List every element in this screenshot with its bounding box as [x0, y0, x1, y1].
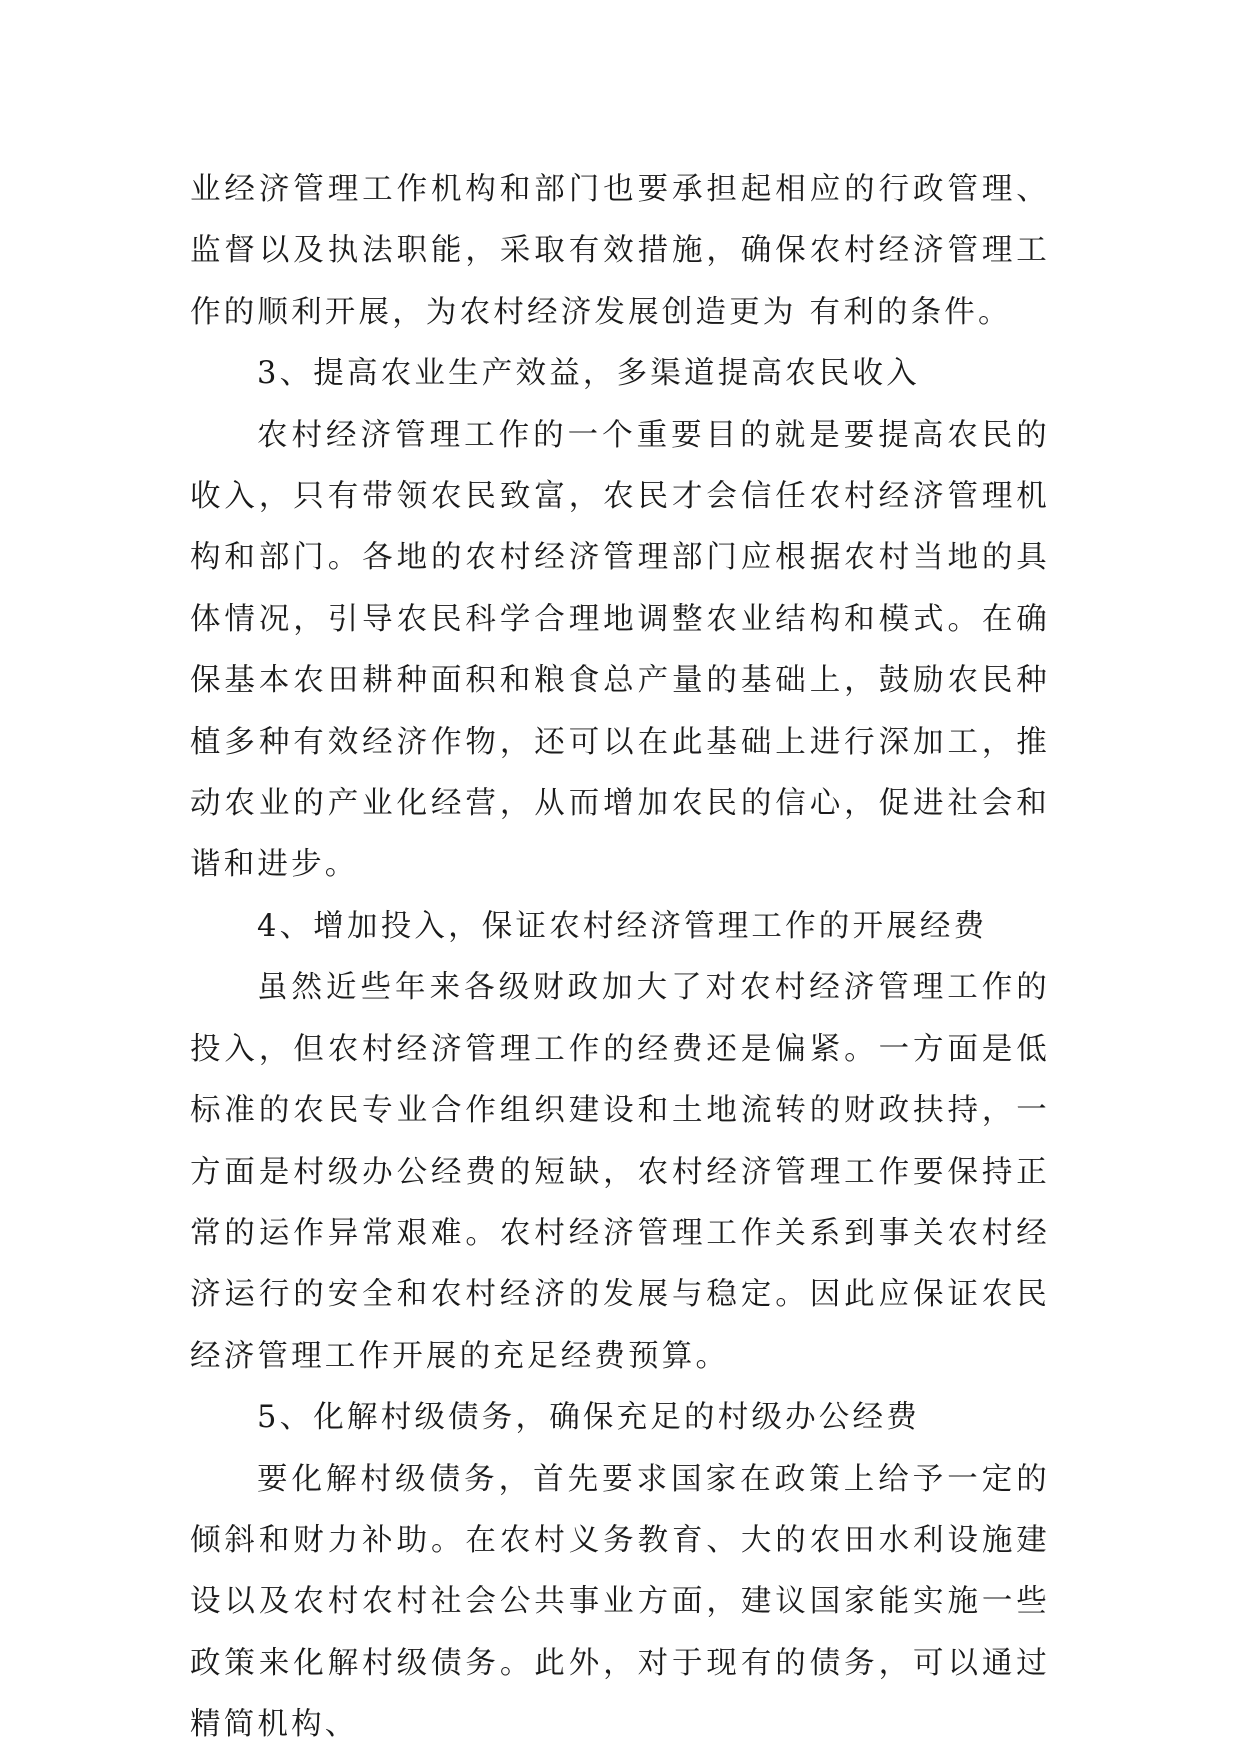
body-paragraph-debt: 要化解村级债务，首先要求国家在政策上给予一定的倾斜和财力补助。在农村义务教育、大的农田水利设施建设以及农村农村社会公共事业方面，建议国家能实施一些政策来化解村级债务。此外，对于现有的债务，可以通过精简机构、 — [190, 1461, 1050, 1743]
continuation-paragraph: 业经济管理工作机构和部门也要承担起相应的行政管理、监督以及执法职能，采取有效措施，确保农村经济管理工作的顺利开展，为农村经济发展创造更为 有利的条件。 — [190, 172, 1050, 330]
section-heading-3: 3、提高农业生产效益，多渠道提高农民收入 — [257, 356, 920, 392]
section-heading-4: 4、增加投入，保证农村经济管理工作的开展经费 — [257, 908, 988, 944]
section-heading-5: 5、化解村级债务，确保充足的村级办公经费 — [257, 1400, 920, 1436]
document-body — [190, 159, 1050, 1756]
body-paragraph-income: 农村经济管理工作的一个重要目的就是要提高农民的收入，只有带领农民致富，农民才会信任农村经济管理机构和部门。各地的农村经济管理部门应根据农村当地的具体情况，引导农民科学合理地调整农业结构和模式。在确保基本农田耕种面积和粮食总产量的基础上，鼓励农民种植多种有效经济作物，还可以在此基础上进行深加工，推动农业的产业化经营，从而增加农民的信心，促进社会和谐和进步。 — [190, 417, 1050, 883]
body-paragraph-funding: 虽然近些年来各级财政加大了对农村经济管理工作的投入，但农村经济管理工作的经费还是偏紧。一方面是低标准的农民专业合作组织建设和土地流转的财政扶持，一方面是村级办公经费的短缺，农村经济管理工作要保持正常的运作异常艰难。农村经济管理工作关系到事关农村经济运行的安全和农村经济的发展与稳定。因此应保证农民经济管理工作开展的充足经费预算。 — [190, 970, 1050, 1374]
